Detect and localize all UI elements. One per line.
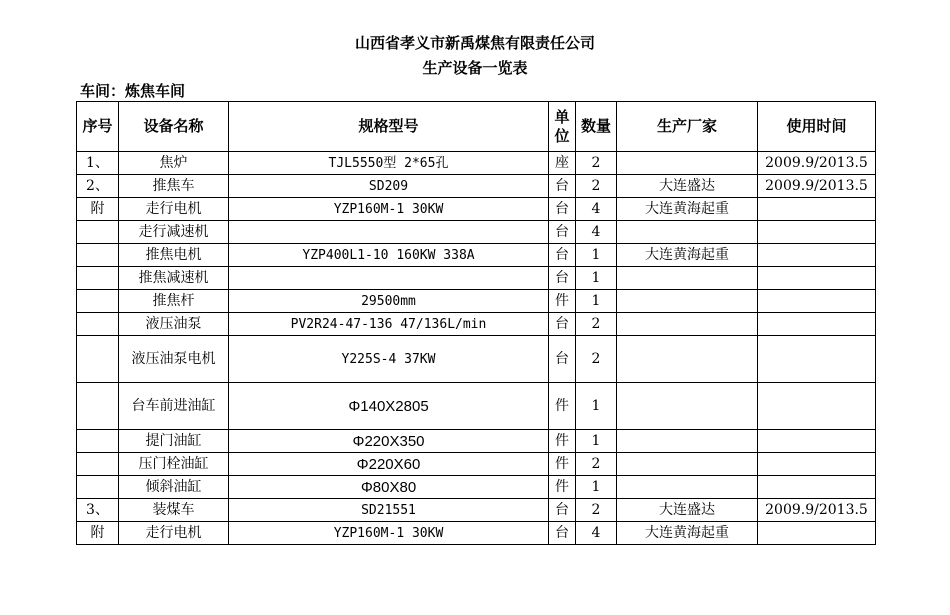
cell-date: 2009.9/2013.5 xyxy=(758,499,876,522)
table-row xyxy=(77,313,876,336)
cell-qty: 2 xyxy=(576,453,617,476)
cell-spec: Φ140X2805 xyxy=(229,383,549,430)
cell-no: 附 xyxy=(77,198,119,221)
cell-name: 台车前进油缸 xyxy=(119,383,229,430)
cell-date xyxy=(758,383,876,430)
cell-qty: 2 xyxy=(576,175,617,198)
cell-no xyxy=(77,430,119,453)
header-name: 设备名称 xyxy=(119,102,229,152)
cell-date xyxy=(758,522,876,545)
cell-name: 倾斜油缸 xyxy=(119,476,229,499)
cell-maker: 大连黄海起重 xyxy=(617,244,758,267)
table-row xyxy=(77,290,876,313)
company-title: 山西省孝义市新禹煤焦有限责任公司 xyxy=(354,34,595,52)
cell-date xyxy=(758,244,876,267)
document-subtitle: 生产设备一览表 xyxy=(422,59,528,77)
cell-qty: 4 xyxy=(576,221,617,244)
cell-no xyxy=(77,453,119,476)
cell-spec: Φ220X60 xyxy=(229,453,549,476)
cell-maker: 大连盛达 xyxy=(617,499,758,522)
cell-unit: 台 xyxy=(549,175,576,198)
cell-unit: 台 xyxy=(549,336,576,383)
cell-qty: 2 xyxy=(576,152,617,175)
table-row xyxy=(77,244,876,267)
cell-qty: 1 xyxy=(576,430,617,453)
cell-qty: 2 xyxy=(576,499,617,522)
cell-spec: 29500mm xyxy=(229,290,549,313)
cell-no xyxy=(77,290,119,313)
cell-unit: 台 xyxy=(549,267,576,290)
cell-date xyxy=(758,198,876,221)
header-date: 使用时间 xyxy=(758,102,876,152)
cell-maker xyxy=(617,476,758,499)
cell-spec: YZP160M-1 30KW xyxy=(229,522,549,545)
cell-date: 2009.9/2013.5 xyxy=(758,152,876,175)
table-row xyxy=(77,198,876,221)
cell-date: 2009.9/2013.5 xyxy=(758,175,876,198)
cell-no xyxy=(77,267,119,290)
cell-unit: 件 xyxy=(549,453,576,476)
cell-name: 走行电机 xyxy=(119,522,229,545)
table-row xyxy=(77,175,876,198)
cell-no: 附 xyxy=(77,522,119,545)
cell-unit: 台 xyxy=(549,313,576,336)
cell-no xyxy=(77,244,119,267)
cell-no xyxy=(77,476,119,499)
cell-name: 推焦杆 xyxy=(119,290,229,313)
cell-unit: 座 xyxy=(549,152,576,175)
table-row xyxy=(77,430,876,453)
cell-unit: 件 xyxy=(549,290,576,313)
cell-unit: 台 xyxy=(549,221,576,244)
table-row xyxy=(77,522,876,545)
cell-unit: 台 xyxy=(549,522,576,545)
cell-name: 推焦车 xyxy=(119,175,229,198)
cell-no xyxy=(77,383,119,430)
cell-name: 走行电机 xyxy=(119,198,229,221)
cell-no: 2、 xyxy=(77,175,119,198)
table-row xyxy=(77,267,876,290)
cell-date xyxy=(758,267,876,290)
cell-qty: 2 xyxy=(576,313,617,336)
cell-qty: 4 xyxy=(576,522,617,545)
table-header-row xyxy=(77,102,876,152)
cell-date xyxy=(758,430,876,453)
cell-spec: YZP160M-1 30KW xyxy=(229,198,549,221)
cell-spec xyxy=(229,267,549,290)
cell-no xyxy=(77,336,119,383)
table-row xyxy=(77,383,876,430)
cell-spec: SD209 xyxy=(229,175,549,198)
cell-date xyxy=(758,221,876,244)
cell-spec: PV2R24-47-136 47/136L/min xyxy=(229,313,549,336)
table-row xyxy=(77,336,876,383)
header-spec: 规格型号 xyxy=(229,102,549,152)
cell-date xyxy=(758,336,876,383)
cell-spec: SD21551 xyxy=(229,499,549,522)
header-no: 序号 xyxy=(77,102,119,152)
cell-spec: Φ220X350 xyxy=(229,430,549,453)
cell-spec: YZP400L1-10 160KW 338A xyxy=(229,244,549,267)
cell-spec: Y225S-4 37KW xyxy=(229,336,549,383)
cell-maker: 大连黄海起重 xyxy=(617,522,758,545)
cell-spec xyxy=(229,221,549,244)
cell-date xyxy=(758,476,876,499)
cell-maker xyxy=(617,221,758,244)
cell-name: 装煤车 xyxy=(119,499,229,522)
cell-name: 推焦电机 xyxy=(119,244,229,267)
header-maker: 生产厂家 xyxy=(617,102,758,152)
cell-name: 液压油泵电机 xyxy=(119,336,229,383)
table-row xyxy=(77,453,876,476)
cell-qty: 1 xyxy=(576,383,617,430)
cell-name: 推焦减速机 xyxy=(119,267,229,290)
cell-maker xyxy=(617,290,758,313)
cell-unit: 台 xyxy=(549,198,576,221)
cell-qty: 1 xyxy=(576,476,617,499)
cell-unit: 台 xyxy=(549,499,576,522)
cell-spec: TJL5550型 2*65孔 xyxy=(229,152,549,175)
cell-maker xyxy=(617,453,758,476)
cell-maker xyxy=(617,267,758,290)
cell-date xyxy=(758,453,876,476)
cell-date xyxy=(758,290,876,313)
cell-maker xyxy=(617,430,758,453)
cell-name: 焦炉 xyxy=(119,152,229,175)
cell-name: 压门栓油缸 xyxy=(119,453,229,476)
cell-maker xyxy=(617,313,758,336)
cell-spec: Φ80X80 xyxy=(229,476,549,499)
header-unit: 单位 xyxy=(549,102,576,152)
cell-name: 液压油泵 xyxy=(119,313,229,336)
cell-maker xyxy=(617,336,758,383)
cell-qty: 2 xyxy=(576,336,617,383)
cell-maker: 大连黄海起重 xyxy=(617,198,758,221)
workshop-label: 车间：炼焦车间 xyxy=(80,82,186,100)
equipment-table xyxy=(76,101,876,545)
cell-qty: 1 xyxy=(576,244,617,267)
cell-maker: 大连盛达 xyxy=(617,175,758,198)
cell-name: 走行减速机 xyxy=(119,221,229,244)
cell-maker xyxy=(617,383,758,430)
cell-unit: 件 xyxy=(549,430,576,453)
cell-qty: 4 xyxy=(576,198,617,221)
header-qty: 数量 xyxy=(576,102,617,152)
table-row xyxy=(77,221,876,244)
table-row xyxy=(77,152,876,175)
cell-maker xyxy=(617,152,758,175)
cell-no xyxy=(77,313,119,336)
cell-unit: 件 xyxy=(549,476,576,499)
cell-no: 3、 xyxy=(77,499,119,522)
cell-date xyxy=(758,313,876,336)
cell-qty: 1 xyxy=(576,267,617,290)
table-row xyxy=(77,476,876,499)
cell-unit: 件 xyxy=(549,383,576,430)
cell-unit: 台 xyxy=(549,244,576,267)
cell-no xyxy=(77,221,119,244)
cell-name: 提门油缸 xyxy=(119,430,229,453)
table-row xyxy=(77,499,876,522)
cell-no: 1、 xyxy=(77,152,119,175)
cell-qty: 1 xyxy=(576,290,617,313)
